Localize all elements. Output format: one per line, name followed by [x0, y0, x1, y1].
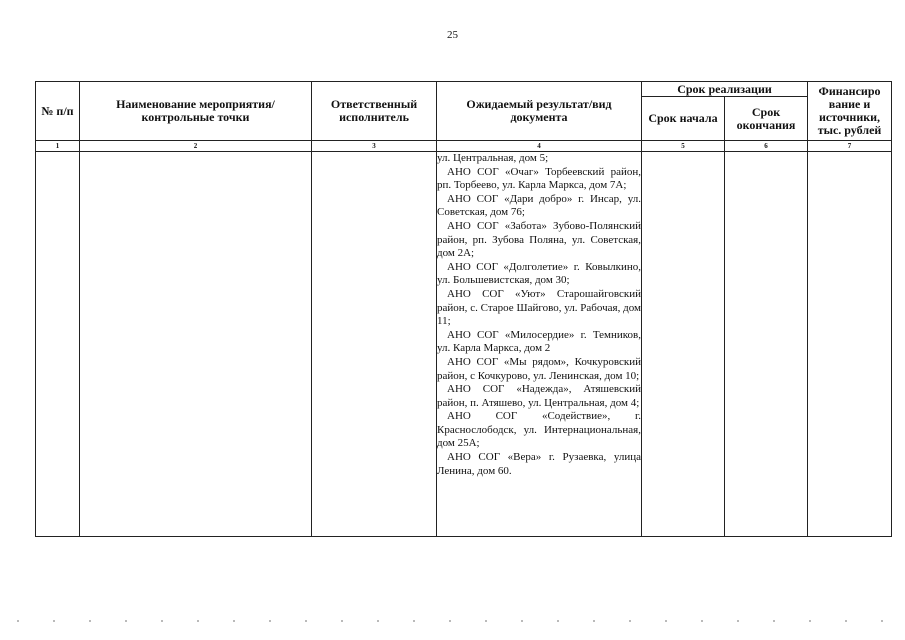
column-number: 4 [437, 141, 642, 152]
column-number: 5 [642, 141, 725, 152]
header-expected-result: Ожидаемый результат/вид документа [437, 82, 642, 141]
result-entry: АНО СОГ «Вера» г. Рузаевка, улица Ленина, дом 60. [437, 451, 641, 477]
header-number: № п/п [36, 82, 80, 141]
result-entry: АНО СОГ «Мы рядом», Кочкуровский район, с Кочкурово, ул. Ленинская, дом 10; [437, 355, 641, 382]
cell-financing [808, 152, 892, 537]
result-entry: АНО СОГ «Содействие», г. Краснослободск, ул. Интернациональная, дом 25А; [437, 410, 641, 450]
column-number: 7 [808, 141, 892, 152]
column-number: 2 [80, 141, 312, 152]
cell-responsible [312, 152, 437, 537]
column-number: 6 [725, 141, 808, 152]
result-entry: АНО СОГ «Долголетие» г. Ковылкино, ул. Большевистская, дом 30; [437, 260, 641, 287]
result-entry: АНО СОГ «Надежда», Атяшевский район, п. Атяшево, ул. Центральная, дом 4; [437, 383, 641, 409]
cell-end-date [725, 152, 808, 537]
header-financing: Финансиро вание и источники, тыс. рублей [808, 82, 892, 141]
page-number: 25 [447, 29, 458, 41]
header-start-date: Срок начала [642, 97, 725, 141]
column-number: 1 [36, 141, 80, 152]
header-responsible: Ответственный исполнитель [312, 82, 437, 141]
result-entry: АНО СОГ «Дари добро» г. Инсар, ул. Советская, дом 76; [437, 192, 641, 219]
cell-number [36, 152, 80, 537]
cell-start-date [642, 152, 725, 537]
result-entry: ул. Центральная, дом 5; [437, 152, 549, 164]
header-implementation-period: Срок реализации [642, 82, 808, 97]
result-entry: АНО СОГ «Милосердие» г. Темников, ул. Карла Маркса, дом 2 [437, 328, 641, 355]
result-entry: АНО СОГ «Уют» Старошайговский район, с. Старое Шайгово, ул. Рабочая, дом 11; [437, 287, 641, 328]
cell-activity-name [80, 152, 312, 537]
cell-expected-result [437, 152, 642, 537]
activities-table [35, 81, 892, 537]
header-end-date: Срок окончания [725, 97, 808, 141]
result-entry: АНО СОГ «Забота» Зубово-Полянский район, рп. Зубова Поляна, ул. Советская, дом 2А; [437, 219, 641, 260]
result-entry: АНО СОГ «Очаг» Торбеевский район, рп. Торбеево, ул. Карла Маркса, дом 7А; [437, 165, 641, 192]
scan-noise [0, 618, 905, 624]
column-number: 3 [312, 141, 437, 152]
header-activity-name: Наименование мероприятия/ контрольные точки [80, 82, 312, 141]
